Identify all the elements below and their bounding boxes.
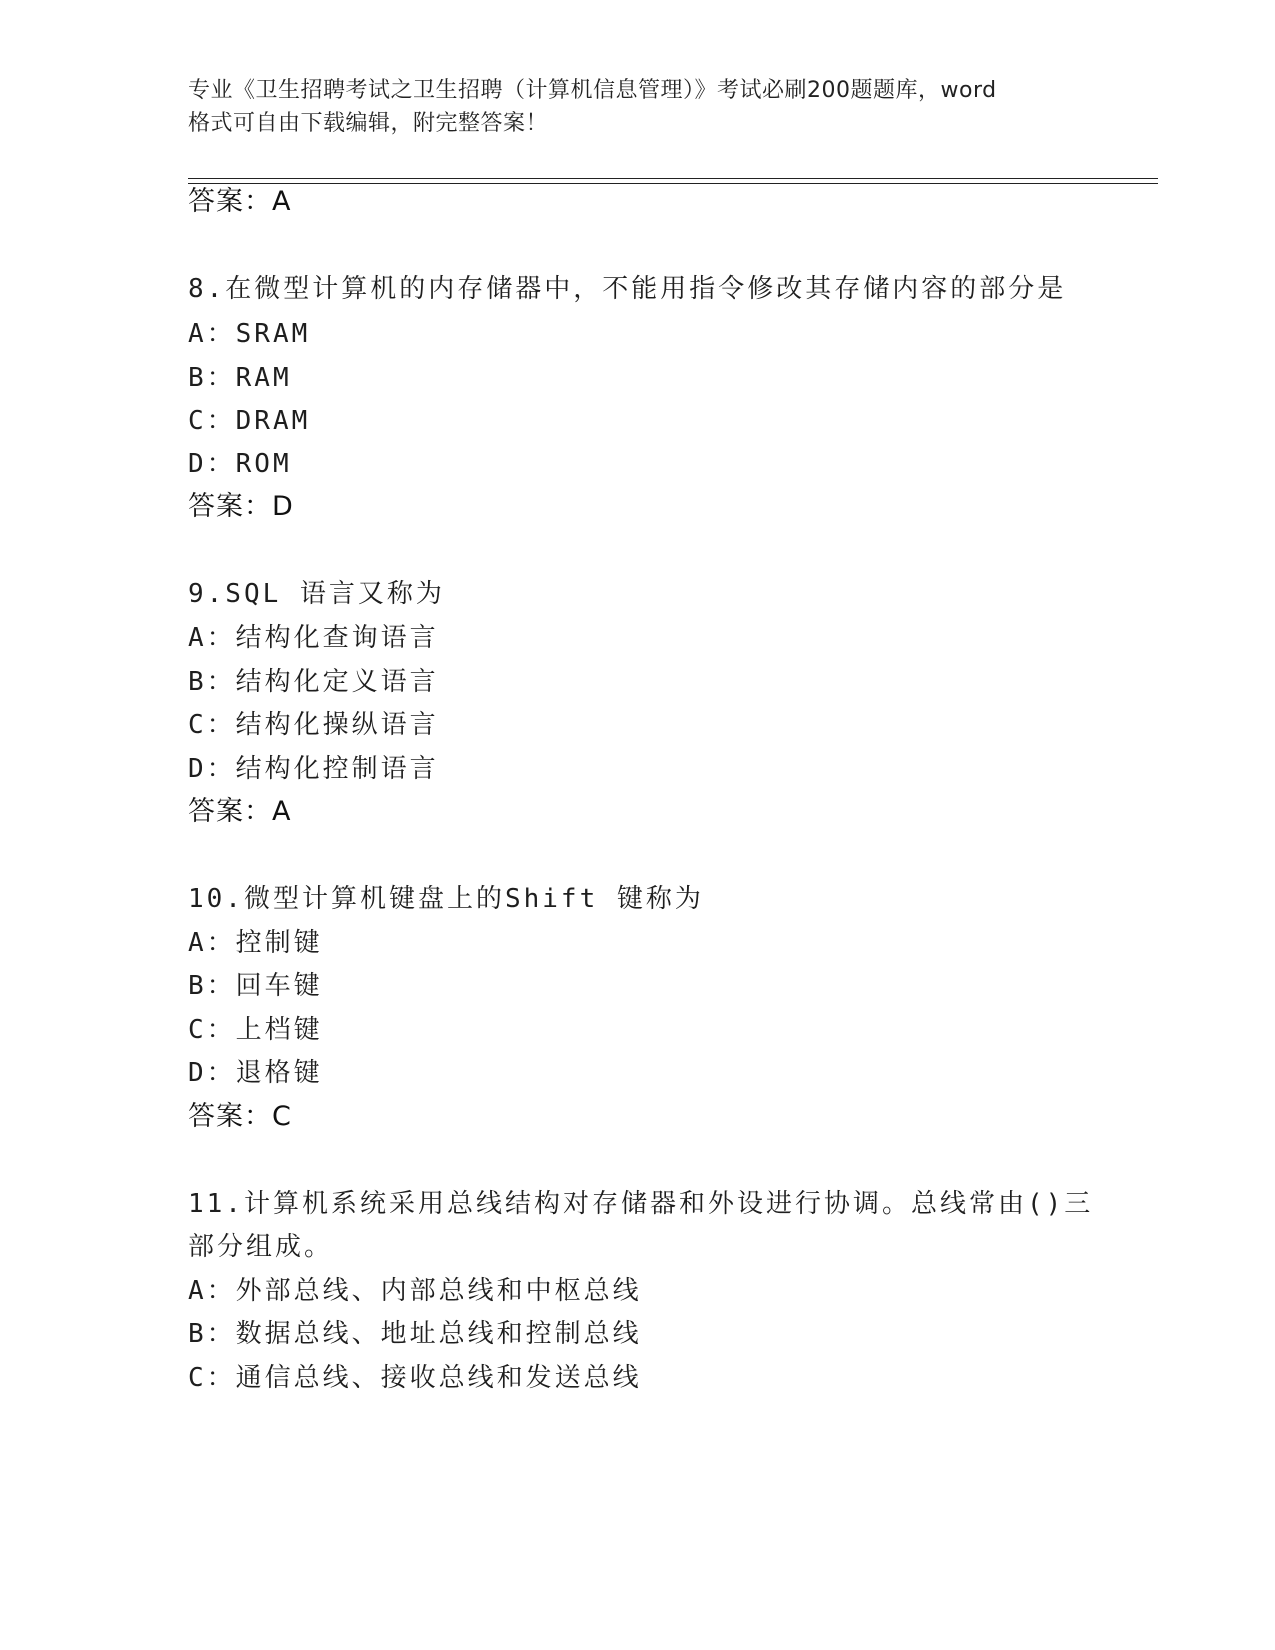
answer-line: 答案：C <box>188 1101 292 1132</box>
answer-line: 答案：D <box>188 491 294 522</box>
question-stem: 9.SQL 语言又称为 <box>188 579 445 609</box>
option-b: B：回车键 <box>188 971 323 1001</box>
option-d: D：结构化控制语言 <box>188 754 439 784</box>
header-line-2: 格式可自由下载编辑，附完整答案！ <box>188 111 549 136</box>
option-a: A：控制键 <box>188 928 323 958</box>
option-c: C：上档键 <box>188 1015 323 1045</box>
question-stem: 8.在微型计算机的内存储器中，不能用指令修改其存储内容的部分是 <box>188 274 1067 304</box>
option-c: C：DRAM <box>188 406 311 436</box>
option-b: B：RAM <box>188 363 292 393</box>
header-divider <box>188 178 1158 184</box>
answer-line: 答案：A <box>188 186 292 217</box>
option-c: C：通信总线、接收总线和发送总线 <box>188 1363 642 1393</box>
option-a: A：外部总线、内部总线和中枢总线 <box>188 1276 642 1306</box>
option-a: A：SRAM <box>188 319 311 349</box>
question-stem-continued: 部分组成。 <box>188 1232 334 1262</box>
header-line-1: 专业《卫生招聘考试之卫生招聘（计算机信息管理）》考试必刷200题题库，word <box>188 78 997 103</box>
option-b: B：数据总线、地址总线和控制总线 <box>188 1319 642 1349</box>
document-header <box>188 74 1088 140</box>
question-stem: 10.微型计算机键盘上的Shift 键称为 <box>188 884 704 914</box>
option-d: D：退格键 <box>188 1058 323 1088</box>
option-c: C：结构化操纵语言 <box>188 710 439 740</box>
option-b: B：结构化定义语言 <box>188 667 439 697</box>
option-a: A：结构化查询语言 <box>188 623 439 653</box>
question-stem: 11.计算机系统采用总线结构对存储器和外设进行协调。总线常由()三 <box>188 1189 1094 1219</box>
answer-line: 答案：A <box>188 796 292 827</box>
option-d: D：ROM <box>188 449 292 479</box>
